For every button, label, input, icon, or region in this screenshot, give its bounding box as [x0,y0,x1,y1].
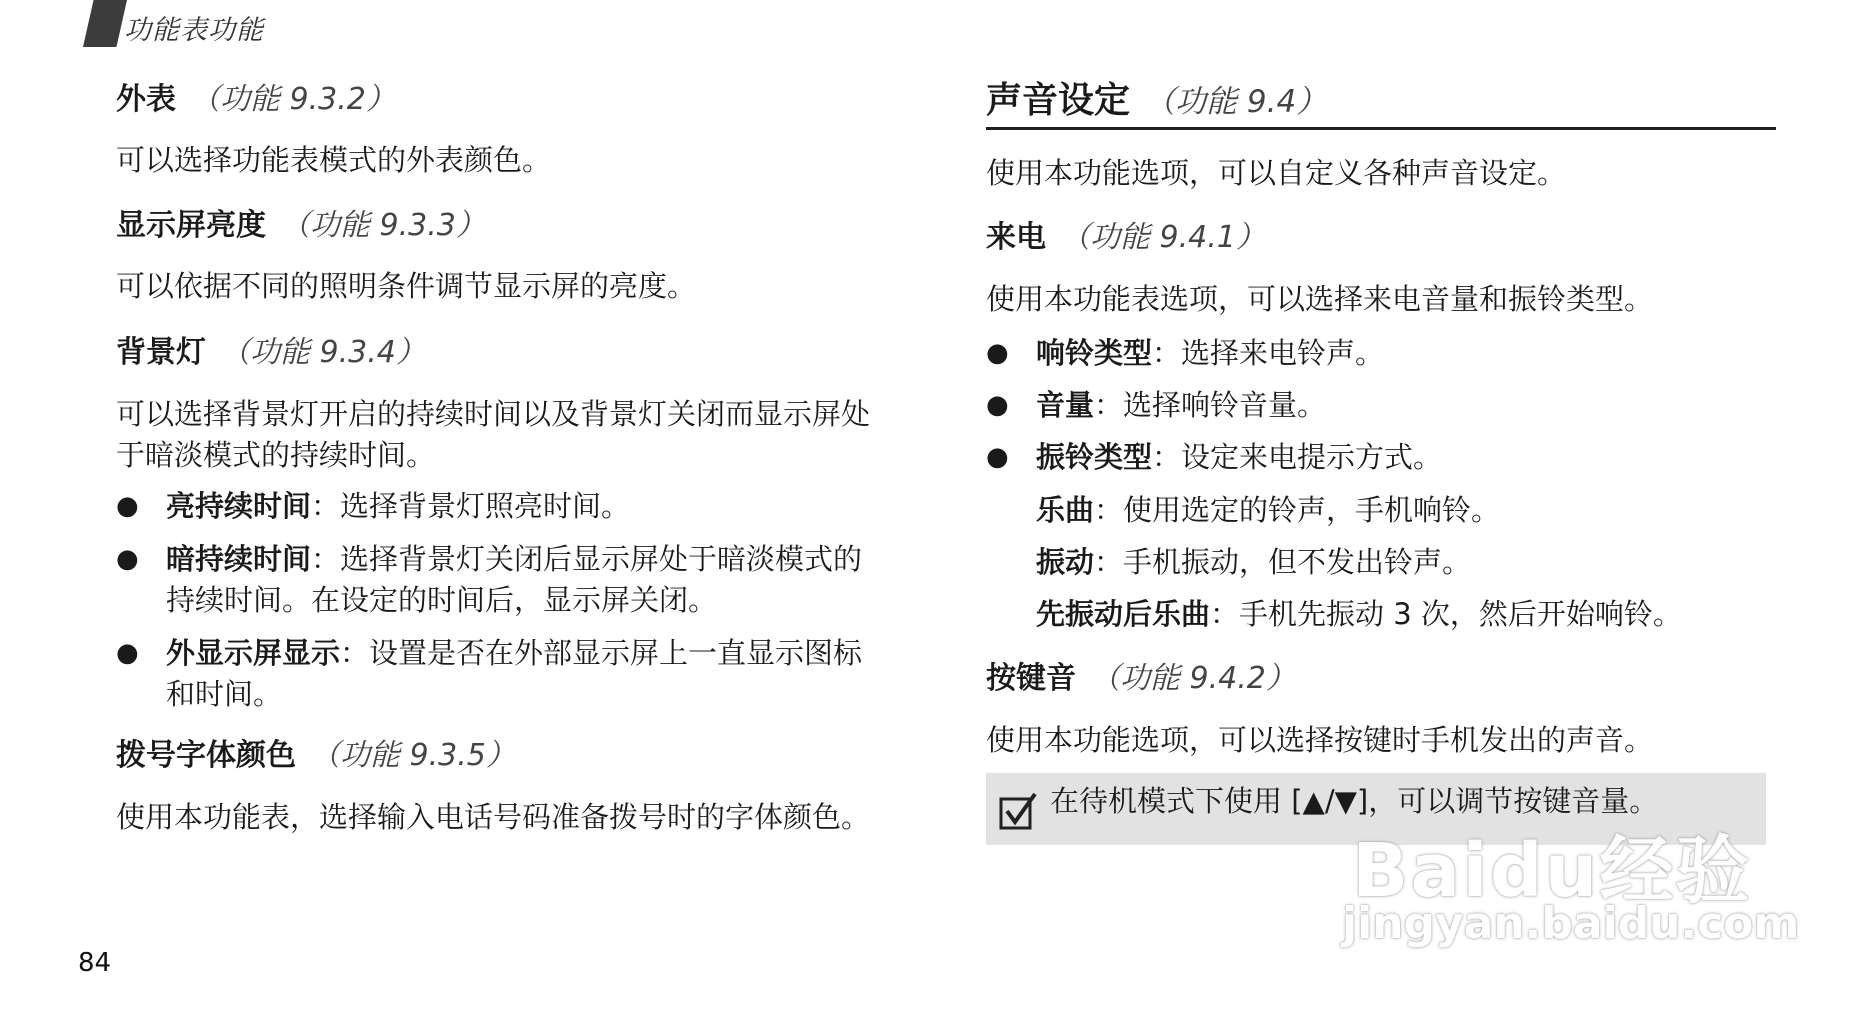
item-term: 音量 [1036,388,1095,422]
heading-text: 声音设定 [986,80,1131,121]
sub-list-item [1036,542,1786,583]
item-desc: ：选择背景灯关闭后显示屏处于暗淡模式的 [311,542,863,576]
bullet-icon: ● [986,390,1009,420]
sub-list-item [1036,594,1786,635]
item-desc: ：选择响铃音量。 [1094,388,1327,422]
heading-text: 外表 [116,82,176,117]
item-desc: ：选择来电铃声。 [1152,336,1385,370]
list-item [116,539,916,621]
heading-text: 显示屏亮度 [116,208,266,243]
heading-rule [986,127,1776,130]
heading-text: 来电 [986,220,1046,255]
heading-text: 拨号字体颜色 [116,738,296,773]
section-appearance [116,80,916,120]
function-ref: （功能 9.4.2） [1090,661,1296,696]
list-item [116,486,916,527]
function-ref: （功能 9.3.4） [220,335,426,370]
body-text: 可以选择功能表模式的外表颜色。 [116,143,552,177]
item-desc-cont: 持续时间。在设定的时间后，显示屏关闭。 [166,583,718,617]
item-term: 响铃类型 [1036,336,1153,370]
heading-text: 背景灯 [116,335,206,370]
bullet-icon: ● [116,544,139,574]
item-term: 乐曲 [1036,493,1095,527]
body-text: 使用本功能表，选择输入电话号码准备拨号时的字体颜色。 [116,800,871,834]
list-item [986,437,1786,478]
item-desc: ：设置是否在外部显示屏上一直显示图标 [340,636,863,670]
item-desc: ：设定来电提示方式。 [1152,440,1443,474]
function-ref: （功能 9.4） [1144,84,1328,120]
item-term: 外显示屏显示 [166,636,341,670]
section-display-brightness [116,206,916,246]
section-sound-settings [986,78,1786,125]
bullet-icon: ● [116,638,139,668]
item-term: 暗持续时间 [166,542,312,576]
item-term: 先振动后乐曲 [1036,597,1211,631]
section-heading [116,80,916,120]
section-heading [986,659,1786,699]
section-dial-font-color [116,736,916,776]
section-heading [986,218,1786,258]
note-text: 在待机模式下使用 [▲/▼]，可以调节按键音量。 [1050,784,1659,818]
item-term: 振动 [1036,545,1095,579]
function-ref: （功能 9.3.3） [280,208,486,243]
section-heading [116,206,916,246]
heading-text: 按键音 [986,661,1076,696]
item-desc: ：选择背景灯照亮时间。 [311,489,631,523]
item-desc-cont: 和时间。 [166,677,283,711]
header-tab-marker [83,0,127,47]
bullet-icon: ● [116,491,139,521]
list-item [986,385,1786,426]
body-text: 于暗淡模式的持续时间。 [116,438,436,472]
section-heading [116,736,916,776]
watermark-logo: Baidu经验 [1352,828,1752,914]
item-desc: ：使用选定的铃声，手机响铃。 [1094,493,1501,527]
section-key-tone [986,659,1786,699]
bullet-icon: ● [986,442,1009,472]
body-text: 可以选择背景灯开启的持续时间以及背景灯关闭而显示屏处 [116,397,871,431]
function-ref: （功能 9.3.5） [310,738,516,773]
section-incoming-call [986,218,1786,258]
section-backlight [116,333,916,373]
checkbox-tick-icon [998,791,1038,831]
item-term: 亮持续时间 [166,489,312,523]
section-heading [116,333,916,373]
body-text: 使用本功能表选项，可以选择来电音量和振铃类型。 [986,282,1654,316]
body-text: 使用本功能选项，可以选择按键时手机发出的声音。 [986,723,1654,757]
item-term: 振铃类型 [1036,440,1153,474]
running-header: 功能表功能 [124,15,264,46]
body-text: 使用本功能选项，可以自定义各种声音设定。 [986,156,1567,190]
list-item [986,333,1786,374]
function-ref: （功能 9.3.2） [190,82,396,117]
page-number: 84 [78,948,112,978]
watermark-url: jingyan.baidu.com [1342,898,1800,949]
item-desc: ：手机振动，但不发出铃声。 [1094,545,1472,579]
function-ref: （功能 9.4.1） [1060,220,1266,255]
chapter-heading [986,78,1786,125]
sub-list-item [1036,490,1786,531]
list-item [116,633,916,715]
item-desc: ：手机先振动 3 次，然后开始响铃。 [1210,597,1682,631]
bullet-icon: ● [986,338,1009,368]
body-text: 可以依据不同的照明条件调节显示屏的亮度。 [116,269,697,303]
